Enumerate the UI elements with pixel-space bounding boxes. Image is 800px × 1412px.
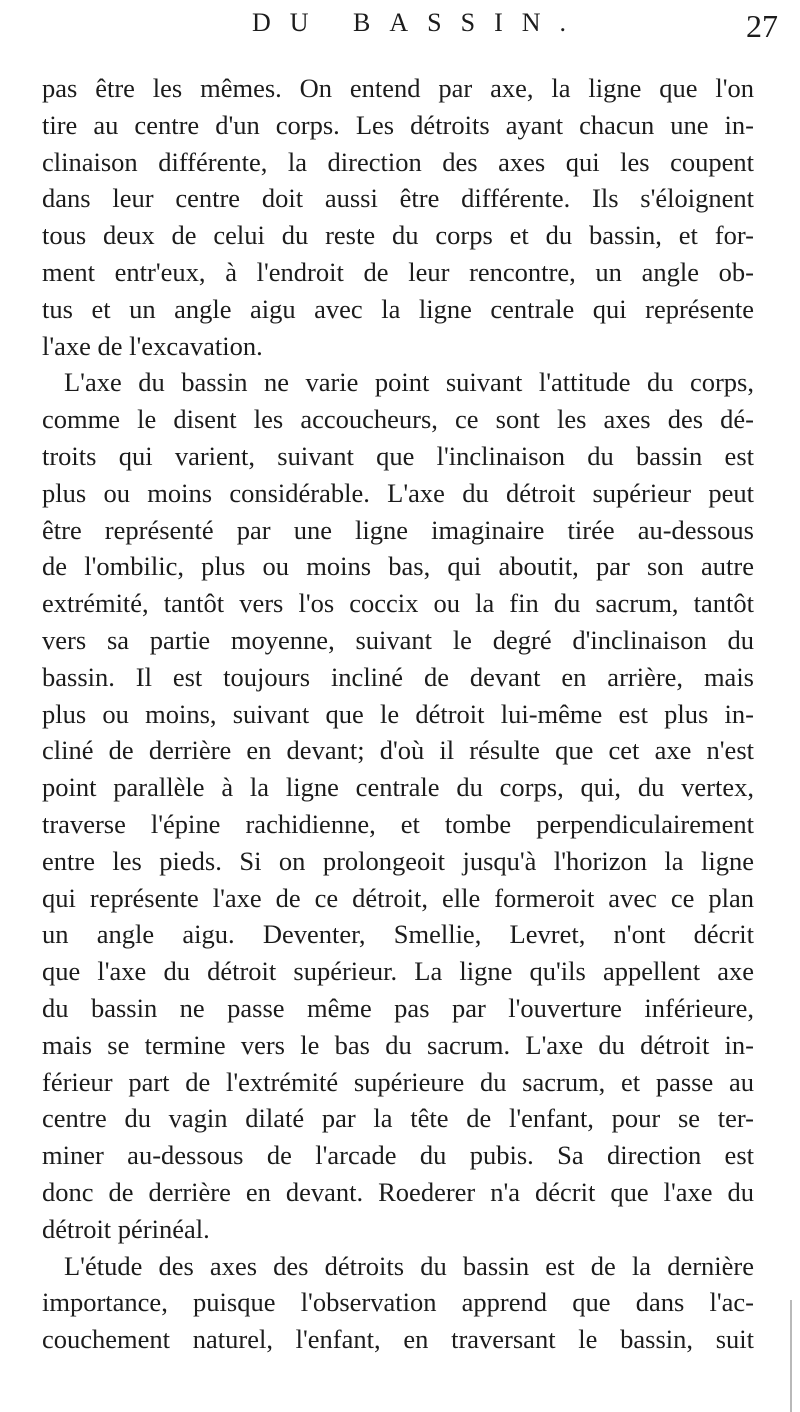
- paragraph-first-line: L'étude des axes des détroits du bassin est de la dernière: [64, 1250, 754, 1281]
- text-line: troits qui varient, suivant que l'inclinaison du bassin est: [42, 440, 754, 471]
- text-line: être représenté par une ligne imaginaire tirée au-dessous: [42, 514, 754, 545]
- text-line: centre du vagin dilaté par la tête de l'enfant, pour se ter-: [42, 1103, 754, 1134]
- text-line: férieur part de l'extrémité supérieure du sacrum, et passe au: [42, 1066, 754, 1097]
- running-head: [0, 8, 800, 58]
- text-line: du bassin ne passe même pas par l'ouverture inférieure,: [42, 992, 754, 1023]
- text-line: couchement naturel, l'enfant, en traversant le bassin, suit: [42, 1324, 754, 1355]
- text-line: traverse l'épine rachidienne, et tombe perpendiculairement: [42, 808, 754, 839]
- text-line: qui représente l'axe de ce détroit, elle formeroit avec ce plan: [42, 882, 754, 913]
- text-line: bassin. Il est toujours incliné de devant en arrière, mais: [42, 661, 754, 692]
- text-line: que l'axe du détroit supérieur. La ligne qu'ils appellent axe: [42, 956, 754, 987]
- text-line: pas être les mêmes. On entend par axe, la ligne que l'on: [42, 73, 754, 103]
- text-line: entre les pieds. Si on prolongeoit jusqu'à l'horizon la ligne: [42, 845, 754, 876]
- text-line: mais se termine vers le bas du sacrum. L'axe du détroit in-: [42, 1029, 754, 1060]
- text-line: miner au-dessous de l'arcade du pubis. Sa direction est: [42, 1140, 754, 1171]
- text-line: cliné de derrière en devant; d'où il résulte que cet axe n'est: [42, 735, 754, 766]
- body-text: [42, 70, 754, 1358]
- text-line: comme le disent les accoucheurs, ce sont les axes des dé-: [42, 404, 754, 435]
- text-line: importance, puisque l'observation apprend que dans l'ac-: [42, 1287, 754, 1318]
- text-line: vers sa partie moyenne, suivant le degré d'inclinaison du: [42, 624, 754, 655]
- text-line: clinaison différente, la direction des axes qui les coupent: [42, 146, 754, 177]
- text-line: tus et un angle aigu avec la ligne centrale qui représente: [42, 293, 754, 324]
- text-line: ment entr'eux, à l'endroit de leur rencontre, un angle ob-: [42, 256, 754, 287]
- text-line: tous deux de celui du reste du corps et du bassin, et for-: [42, 220, 754, 251]
- text-line: un angle aigu. Deventer, Smellie, Levret, n'ont décrit: [42, 919, 754, 950]
- text-line: plus ou moins considérable. L'axe du détroit supérieur peut: [42, 477, 754, 508]
- running-title: DU BASSIN.: [252, 8, 586, 37]
- text-line: plus ou moins, suivant que le détroit lui-même est plus in-: [42, 698, 754, 729]
- text-line: de l'ombilic, plus ou moins bas, qui aboutit, par son autre: [42, 551, 754, 582]
- text-line: dans leur centre doit aussi être différente. Ils s'éloignent: [42, 183, 754, 214]
- page-number: 27: [746, 8, 778, 44]
- paragraph-first-line: L'axe du bassin ne varie point suivant l'attitude du corps,: [64, 367, 754, 398]
- text-line: l'axe de l'excavation.: [42, 330, 263, 361]
- text-line: point parallèle à la ligne centrale du corps, qui, du vertex,: [42, 772, 754, 803]
- text-line: donc de derrière en devant. Roederer n'a décrit que l'axe du: [42, 1176, 754, 1207]
- text-line: détroit périnéal.: [42, 1213, 210, 1244]
- page-edge-mark: [790, 1300, 792, 1412]
- text-line: tire au centre d'un corps. Les détroits ayant chacun une in-: [42, 109, 754, 140]
- text-line: extrémité, tantôt vers l'os coccix ou la fin du sacrum, tantôt: [42, 588, 754, 619]
